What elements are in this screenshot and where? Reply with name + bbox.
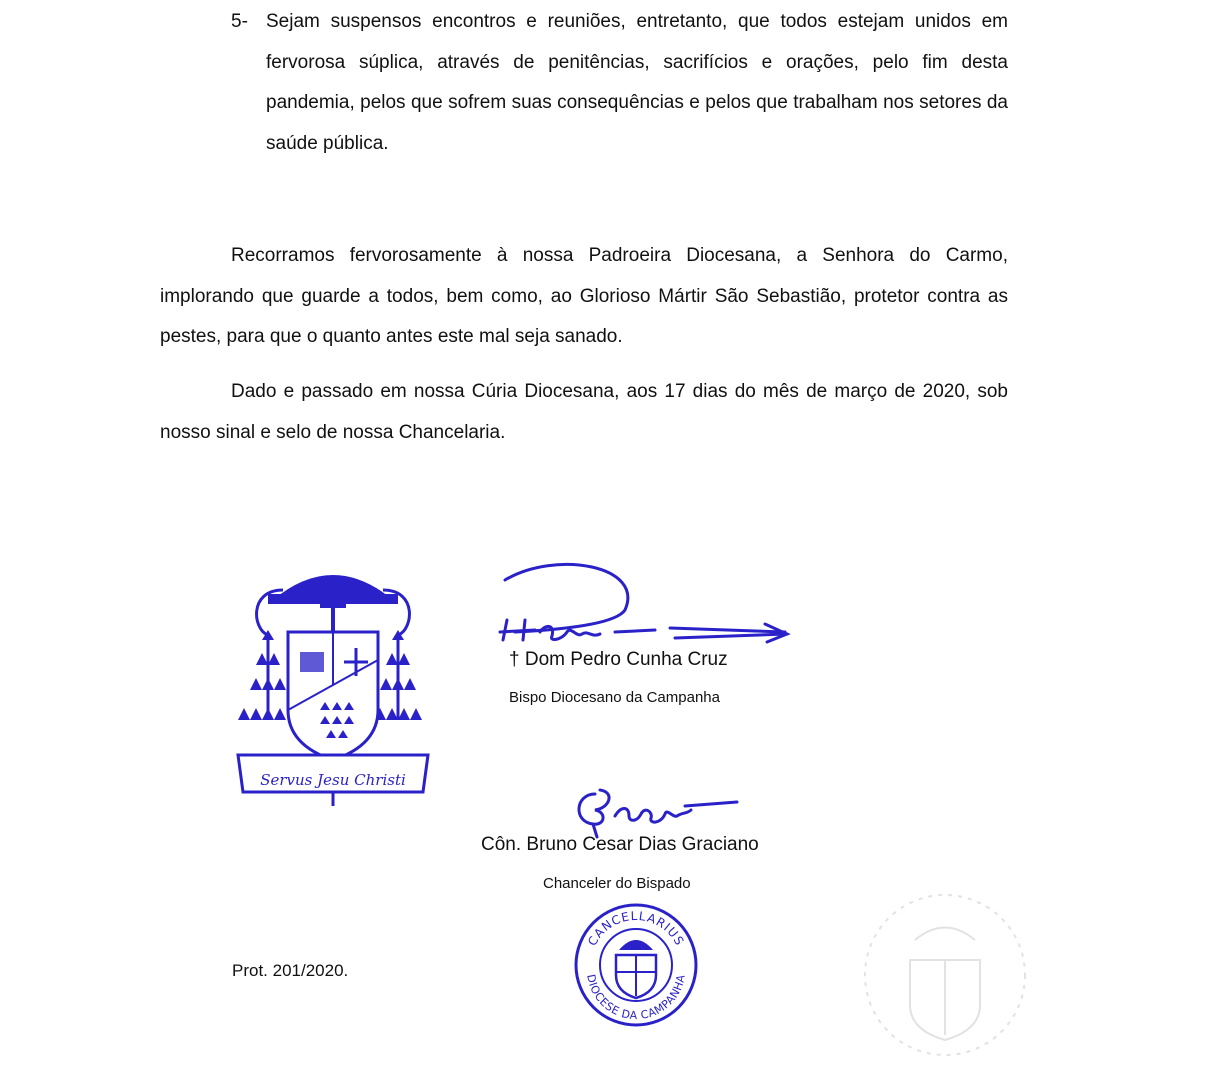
list-item-number: 5- (231, 11, 248, 32)
bishop-name: † Dom Pedro Cunha Cruz (509, 649, 728, 670)
list-item-text: Sejam suspensos encontros e reuniões, entretanto, que todos estejam unidos em fervorosa súplica, através de penitências, sacrifícios e orações, pelo fim desta pandemia, pelos que sofrem suas consequências e pelos que trabalham nos setores da saúde pública. (266, 11, 1008, 155)
embossed-seal-icon (860, 880, 1030, 1070)
bishop-title: Bispo Diocesano da Campanha (509, 689, 720, 706)
chancery-seal-icon (571, 900, 701, 1030)
chancellor-signature-icon (565, 782, 745, 842)
coat-of-arms-icon (228, 560, 438, 810)
paragraph-invocation: Recorramos fervorosamente à nossa Padroeira Diocesana, a Senhora do Carmo, implorando que guarde a todos, bem como, ao Glorioso Mártir São Sebastião, protetor contra as pestes, para que o quanto antes este mal seja sanado. (160, 245, 1008, 348)
paragraph-dated: Dado e passado em nossa Cúria Diocesana, aos 17 dias do mês de março de 2020, sob nosso sinal e selo de nossa Chancelaria. (160, 381, 1008, 443)
seal-text-bottom: DIOCESE DA CAMPANHA (584, 973, 688, 1023)
protocol-number: Prot. 201/2020. (232, 961, 349, 980)
seal-text-top: CANCELLARIUS (585, 908, 687, 949)
coat-of-arms-motto: Servus Jesu Christi (260, 771, 406, 789)
chancellor-title: Chanceler do Bispado (543, 875, 691, 892)
bishop-signature-icon (495, 560, 795, 650)
chancellor-name: Côn. Bruno Cesar Dias Graciano (481, 834, 759, 855)
